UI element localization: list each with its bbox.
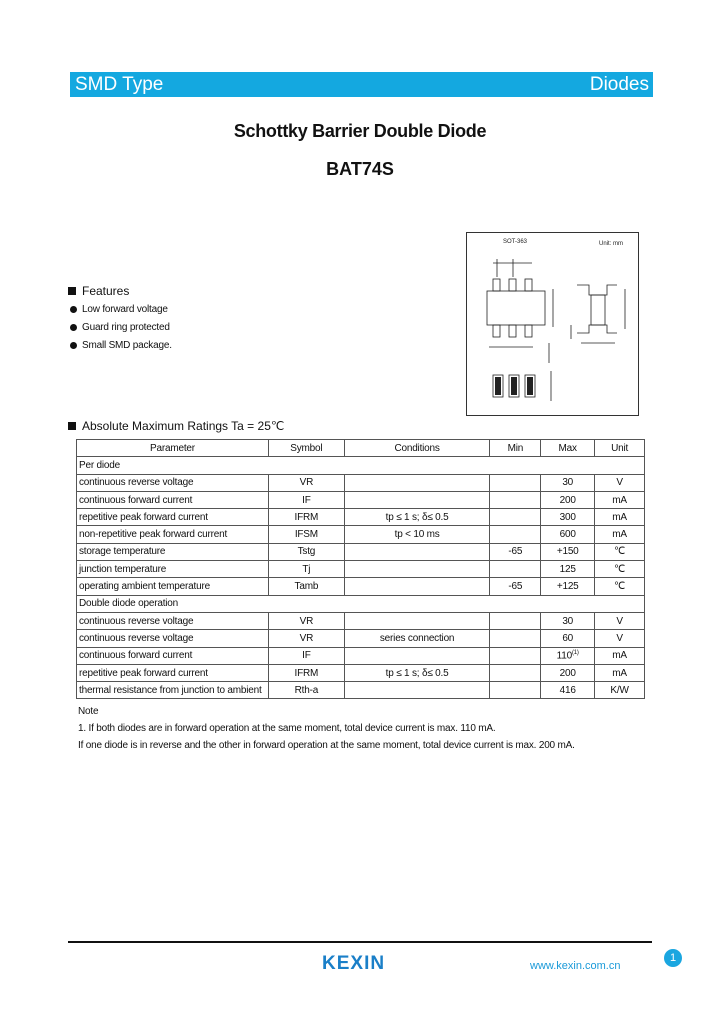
cell-conditions <box>344 543 490 560</box>
cell-min <box>490 630 541 647</box>
cell-parameter: continuous reverse voltage <box>77 474 269 491</box>
note-line: If one diode is in reverse and the other in forward operation at the same moment, total device current is max. 200 mA. <box>78 740 575 751</box>
group-label: Per diode <box>77 457 645 474</box>
package-drawing <box>466 232 639 416</box>
table-header-row <box>77 440 645 457</box>
cell-parameter: junction temperature <box>77 561 269 578</box>
cell-parameter: continuous reverse voltage <box>77 630 269 647</box>
cell-min <box>490 612 541 629</box>
notes-block <box>78 703 575 754</box>
cell-conditions <box>344 647 490 664</box>
table-row <box>77 630 645 647</box>
cell-unit: mA <box>595 526 645 543</box>
company-logo: KEXIN <box>322 953 386 974</box>
group-label: Double diode operation <box>77 595 645 612</box>
cell-symbol: Tamb <box>268 578 344 595</box>
cell-symbol: VR <box>268 612 344 629</box>
ratings-table <box>76 439 645 699</box>
cell-max: +150 <box>541 543 595 560</box>
cell-parameter: repetitive peak forward current <box>77 664 269 681</box>
cell-min <box>490 509 541 526</box>
cell-parameter: continuous forward current <box>77 491 269 508</box>
feature-item-label: Guard ring protected <box>82 322 170 333</box>
cell-unit: V <box>595 474 645 491</box>
cell-min <box>490 561 541 578</box>
cell-conditions <box>344 578 490 595</box>
cell-parameter: operating ambient temperature <box>77 578 269 595</box>
table-row <box>77 509 645 526</box>
table-row <box>77 682 645 699</box>
cell-min <box>490 682 541 699</box>
cell-unit: mA <box>595 664 645 681</box>
header-right-label: Diodes <box>589 73 649 95</box>
feature-item <box>70 340 172 351</box>
column-header: Max <box>541 440 595 457</box>
cell-min <box>490 647 541 664</box>
cell-parameter: continuous forward current <box>77 647 269 664</box>
cell-max: 30 <box>541 474 595 491</box>
cell-symbol: VR <box>268 474 344 491</box>
square-bullet-icon <box>68 287 76 295</box>
cell-max: 200 <box>541 491 595 508</box>
cell-symbol: IF <box>268 647 344 664</box>
cell-min: -65 <box>490 543 541 560</box>
cell-conditions <box>344 474 490 491</box>
cell-conditions <box>344 612 490 629</box>
cell-max: 600 <box>541 526 595 543</box>
cell-unit: mA <box>595 509 645 526</box>
cell-symbol: Tj <box>268 561 344 578</box>
cell-symbol: IFRM <box>268 664 344 681</box>
cell-symbol: IFRM <box>268 509 344 526</box>
header-left-label: SMD Type <box>75 73 164 95</box>
bullet-icon <box>70 306 77 313</box>
table-group-row <box>77 595 645 612</box>
cell-conditions <box>344 682 490 699</box>
cell-parameter: non-repetitive peak forward current <box>77 526 269 543</box>
cell-unit: V <box>595 630 645 647</box>
cell-unit: K/W <box>595 682 645 699</box>
cell-max: 60 <box>541 630 595 647</box>
page-number-badge: 1 <box>664 949 682 967</box>
document-title: Schottky Barrier Double Diode <box>233 121 487 141</box>
cell-min: -65 <box>490 578 541 595</box>
cell-max: 125 <box>541 561 595 578</box>
table-row <box>77 561 645 578</box>
cell-unit: ℃ <box>595 578 645 595</box>
table-row <box>77 474 645 491</box>
table-row <box>77 491 645 508</box>
feature-item <box>70 304 168 315</box>
ratings-table-body <box>77 457 645 699</box>
header-bar <box>70 72 653 97</box>
package-outline-graphic <box>467 233 640 417</box>
cell-min <box>490 491 541 508</box>
features-heading <box>68 284 129 298</box>
cell-symbol: IFSM <box>268 526 344 543</box>
table-row <box>77 664 645 681</box>
cell-max: +125 <box>541 578 595 595</box>
table-row <box>77 578 645 595</box>
cell-max: 200 <box>541 664 595 681</box>
cell-parameter: continuous reverse voltage <box>77 612 269 629</box>
table-group-row <box>77 457 645 474</box>
cell-min <box>490 526 541 543</box>
cell-symbol: IF <box>268 491 344 508</box>
square-bullet-icon <box>68 422 76 430</box>
cell-parameter: repetitive peak forward current <box>77 509 269 526</box>
column-header: Parameter <box>77 440 269 457</box>
column-header: Unit <box>595 440 645 457</box>
website-link[interactable]: www.kexin.com.cn <box>530 960 621 972</box>
cell-conditions: series connection <box>344 630 490 647</box>
cell-max: 416 <box>541 682 595 699</box>
cell-symbol: Tstg <box>268 543 344 560</box>
cell-unit: mA <box>595 491 645 508</box>
feature-item-label: Small SMD package. <box>82 340 172 351</box>
table-row <box>77 647 645 664</box>
ratings-heading <box>68 419 284 433</box>
table-row <box>77 543 645 560</box>
bullet-icon <box>70 342 77 349</box>
cell-conditions: tp ≤ 1 s; δ≤ 0.5 <box>344 509 490 526</box>
footnote-marker: (1) <box>571 650 579 657</box>
features-heading-label: Features <box>82 284 130 298</box>
cell-max <box>541 647 595 664</box>
footer-divider <box>68 941 652 943</box>
cell-conditions <box>344 561 490 578</box>
cell-max: 30 <box>541 612 595 629</box>
feature-item-label: Low forward voltage <box>82 304 168 315</box>
cell-unit: ℃ <box>595 561 645 578</box>
notes-heading: Note <box>78 706 99 717</box>
part-number: BAT74S <box>326 159 394 179</box>
table-row <box>77 612 645 629</box>
package-units: Unit: mm <box>599 241 623 247</box>
note-line: 1. If both diodes are in forward operation at the same moment, total device current is max. 110 mA. <box>78 723 496 734</box>
cell-conditions: tp < 10 ms <box>344 526 490 543</box>
table-row <box>77 526 645 543</box>
cell-max: 300 <box>541 509 595 526</box>
package-name: SOT-363 <box>503 239 528 245</box>
column-header: Symbol <box>268 440 344 457</box>
cell-min <box>490 474 541 491</box>
bullet-icon <box>70 324 77 331</box>
cell-max-value: 110 <box>556 650 572 662</box>
cell-symbol: Rth-a <box>268 682 344 699</box>
cell-parameter: storage temperature <box>77 543 269 560</box>
cell-symbol: VR <box>268 630 344 647</box>
cell-unit: ℃ <box>595 543 645 560</box>
feature-item <box>70 322 170 333</box>
column-header: Min <box>490 440 541 457</box>
cell-unit: V <box>595 612 645 629</box>
cell-conditions: tp ≤ 1 s; δ≤ 0.5 <box>344 664 490 681</box>
cell-conditions <box>344 491 490 508</box>
cell-min <box>490 664 541 681</box>
ratings-heading-label: Absolute Maximum Ratings Ta = 25℃ <box>82 419 285 433</box>
cell-parameter: thermal resistance from junction to ambient <box>77 682 269 699</box>
cell-unit: mA <box>595 647 645 664</box>
column-header: Conditions <box>344 440 490 457</box>
